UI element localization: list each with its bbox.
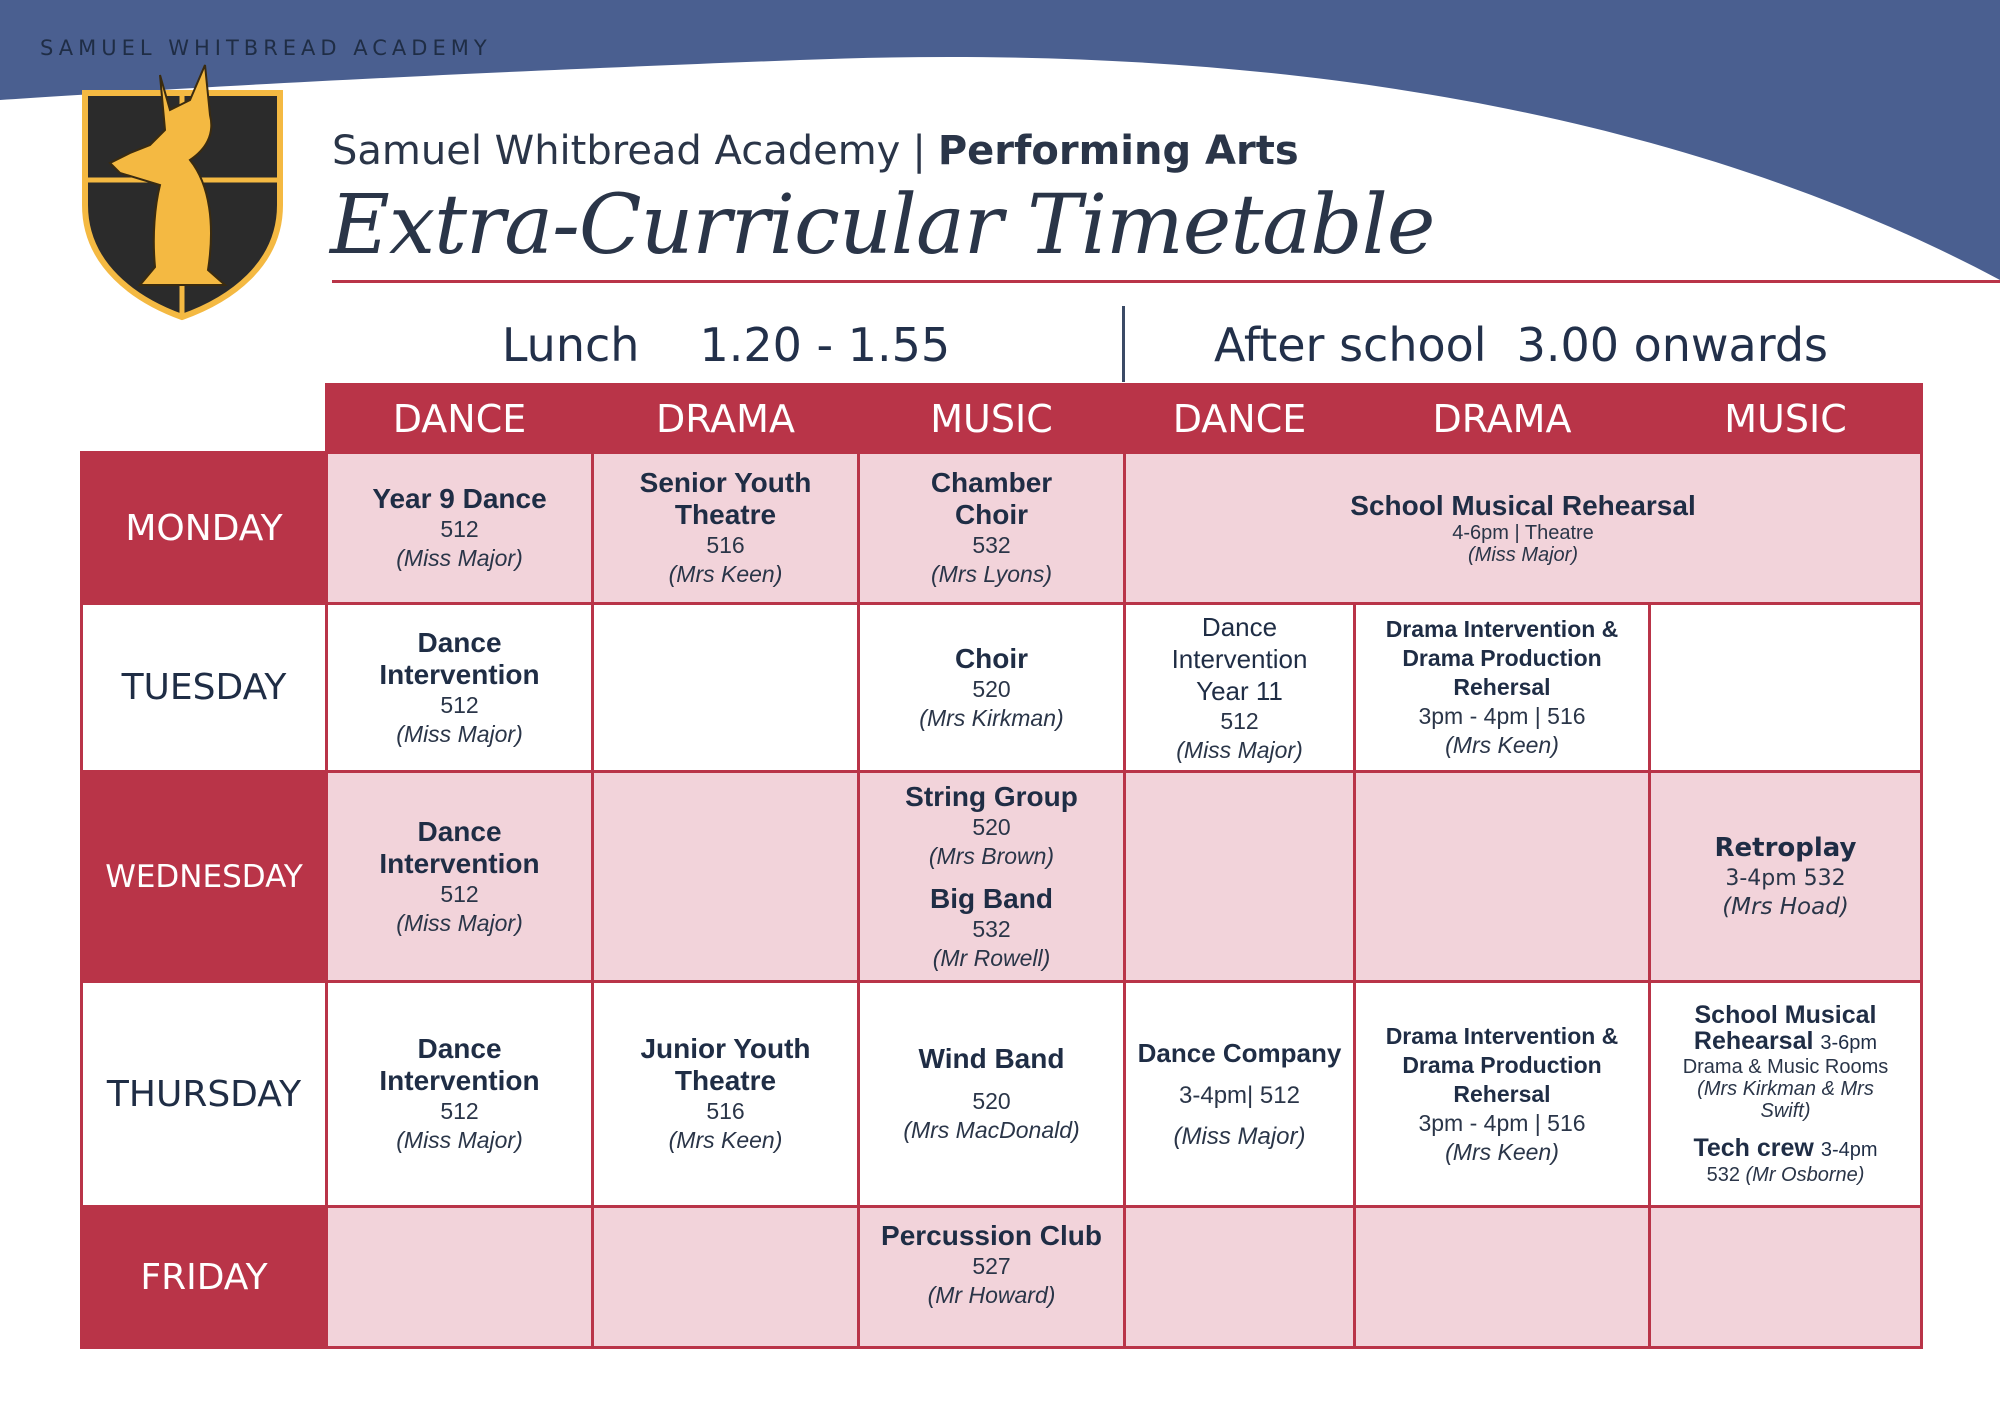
activity-room: 512 xyxy=(440,691,479,718)
activity-cell xyxy=(327,453,593,604)
lunch-session-heading xyxy=(330,318,1122,378)
activity-title: Wind Band xyxy=(918,1043,1065,1074)
title-rule xyxy=(332,280,2000,283)
subject-header: DANCE xyxy=(1125,385,1355,453)
activity-staff: (Miss Major) xyxy=(396,545,523,571)
activity-title: Dance Intervention xyxy=(379,1033,540,1096)
lunch-time: 1.20 - 1.55 xyxy=(699,318,951,372)
activity-cell xyxy=(1125,604,1355,772)
activity-title: Dance Intervention xyxy=(379,815,540,879)
activity-room: 532 xyxy=(972,915,1011,942)
subject-header: DRAMA xyxy=(593,385,859,453)
day-label: MONDAY xyxy=(82,453,327,604)
activity-cell xyxy=(1355,604,1650,772)
activity-cell xyxy=(327,982,593,1207)
table-row-tuesday xyxy=(82,604,1922,772)
day-label: WEDNESDAY xyxy=(82,772,327,982)
empty-cell xyxy=(593,772,859,982)
empty-cell xyxy=(1650,604,1922,772)
activity-room: 3pm - 4pm | 516 xyxy=(1418,1109,1586,1136)
table-row-friday xyxy=(82,1207,1922,1348)
school-heading xyxy=(332,128,1299,174)
activity-time: 3-4pm xyxy=(1820,1139,1878,1161)
activity-cell xyxy=(859,453,1125,604)
activity-room: 512 xyxy=(440,516,479,542)
activity-room: Drama & Music Rooms xyxy=(1682,1056,1889,1078)
activity-room: 532 xyxy=(972,532,1011,558)
activity-room: 520 xyxy=(972,1088,1011,1114)
activity-cell xyxy=(327,604,593,772)
activity-room: 516 xyxy=(706,532,745,558)
activity-title-text: School Musical Rehearsal xyxy=(1693,1001,1877,1055)
activity-cell xyxy=(593,982,859,1207)
activity-staff: (Miss Major) xyxy=(1176,736,1303,763)
activity-room-staff xyxy=(1651,1164,1920,1186)
subject-header: MUSIC xyxy=(1650,385,1922,453)
day-label: TUESDAY xyxy=(82,604,327,772)
activity-staff: (Mrs Kirkman & Mrs Swift) xyxy=(1697,1078,1874,1122)
after-school-session-heading xyxy=(1125,318,1917,378)
table-row-monday xyxy=(82,453,1922,604)
activity-title: String Group xyxy=(905,780,1078,812)
page-title: Extra-Curricular Timetable xyxy=(330,178,1435,273)
activity-staff: (Mrs Keen) xyxy=(1445,1138,1559,1165)
activity-room: 3-4pm| 512 xyxy=(1179,1082,1300,1109)
activity-cell xyxy=(859,982,1125,1207)
activity-title xyxy=(1651,1002,1920,1056)
activity-cell xyxy=(859,1207,1125,1348)
activity-cell xyxy=(1125,453,1922,604)
school-name: Samuel Whitbread Academy xyxy=(332,128,901,174)
corner-cell xyxy=(82,385,327,453)
activity-cell xyxy=(1650,982,1922,1207)
activity-title: Junior Youth Theatre xyxy=(640,1033,811,1096)
activity-cell xyxy=(859,604,1125,772)
activity-title: Drama Intervention & Drama Production Rehersal xyxy=(1385,1022,1619,1107)
activity-title: School Musical Rehearsal xyxy=(1350,490,1696,521)
activity-cell xyxy=(1355,982,1650,1207)
activity-title: Chamber Choir xyxy=(930,467,1053,530)
table-row-thursday xyxy=(82,982,1922,1207)
activity-staff: (Mrs Hoad) xyxy=(1722,893,1849,920)
activity-title: Choir xyxy=(954,642,1029,674)
empty-cell xyxy=(327,1207,593,1348)
activity-staff: (Miss Major) xyxy=(1173,1123,1306,1150)
activity-title: Year 9 Dance xyxy=(372,483,547,514)
activity-room: 520 xyxy=(972,813,1011,840)
activity-cell xyxy=(327,772,593,982)
table-row-wednesday xyxy=(82,772,1922,982)
activity-room: 512 xyxy=(440,1098,479,1124)
day-label: FRIDAY xyxy=(82,1207,327,1348)
subject-header-row xyxy=(82,385,1922,453)
activity-staff: (Mrs Brown) xyxy=(928,842,1055,869)
lunch-label: Lunch xyxy=(501,318,640,372)
activity-staff: (Mrs Keen) xyxy=(1445,732,1559,758)
activity-staff: (Miss Major) xyxy=(396,720,523,747)
activity-room: 512 xyxy=(1220,707,1259,734)
empty-cell xyxy=(1355,1207,1650,1348)
activity-staff: (Mrs Lyons) xyxy=(931,561,1052,587)
empty-cell xyxy=(1650,1207,1922,1348)
subject-header: MUSIC xyxy=(859,385,1125,453)
timetable xyxy=(80,383,1923,1349)
activity-room: 3pm - 4pm | 516 xyxy=(1418,703,1586,729)
academy-crest-logo xyxy=(40,36,492,345)
activity-title-text: Tech crew xyxy=(1693,1134,1814,1162)
activity-title: Senior Youth Theatre xyxy=(639,467,812,530)
activity-staff: (Mrs MacDonald) xyxy=(903,1117,1080,1143)
activity-title: Percussion Club xyxy=(881,1220,1102,1251)
day-label: THURSDAY xyxy=(82,982,327,1207)
activity-staff: (Mrs Keen) xyxy=(668,561,783,587)
activity-staff: (Mrs Keen) xyxy=(668,1127,783,1153)
heading-separator: | xyxy=(912,128,926,174)
activity-room: 3-4pm 532 xyxy=(1725,865,1846,891)
activity-title xyxy=(1651,1134,1920,1164)
empty-cell xyxy=(1125,1207,1355,1348)
activity-room: 4-6pm | Theatre xyxy=(1452,522,1594,544)
empty-cell xyxy=(593,604,859,772)
activity-title: Dance Intervention xyxy=(379,626,540,690)
activity-cell xyxy=(1650,772,1922,982)
activity-staff: (Mr Osborne) xyxy=(1745,1164,1865,1186)
department-name: Performing Arts xyxy=(937,128,1299,174)
activity-title: Dance Company xyxy=(1137,1038,1342,1068)
activity-title: Drama Intervention & Drama Production Rehersal xyxy=(1385,616,1619,700)
activity-staff: (Mrs Kirkman) xyxy=(919,704,1064,731)
after-time: 3.00 onwards xyxy=(1516,318,1828,372)
activity-room: 532 xyxy=(1706,1164,1740,1186)
activity-room: 516 xyxy=(706,1098,745,1124)
activity-cell xyxy=(1125,982,1355,1207)
activity-staff: (Miss Major) xyxy=(1468,544,1578,566)
activity-title: Retroplay xyxy=(1714,832,1857,863)
activity-title: Big Band xyxy=(930,882,1053,914)
subject-header: DANCE xyxy=(327,385,593,453)
activity-room: 527 xyxy=(972,1253,1011,1279)
empty-cell xyxy=(593,1207,859,1348)
empty-cell xyxy=(1125,772,1355,982)
activity-time: 3-6pm xyxy=(1820,1032,1878,1054)
activity-staff: (Miss Major) xyxy=(396,909,523,936)
activity-staff: (Mr Rowell) xyxy=(932,944,1051,971)
activity-staff: (Mr Howard) xyxy=(927,1282,1056,1308)
activity-room: 512 xyxy=(440,880,479,907)
logo-text: SAMUEL WHITBREAD ACADEMY xyxy=(40,36,492,60)
after-label: After school xyxy=(1214,318,1487,372)
activity-room: 520 xyxy=(972,675,1011,702)
empty-cell xyxy=(1355,772,1650,982)
activity-cell xyxy=(859,772,1125,982)
activity-staff: (Miss Major) xyxy=(396,1127,523,1153)
activity-cell xyxy=(593,453,859,604)
subject-header: DRAMA xyxy=(1355,385,1650,453)
activity-title: Dance Intervention Year 11 xyxy=(1171,611,1308,706)
